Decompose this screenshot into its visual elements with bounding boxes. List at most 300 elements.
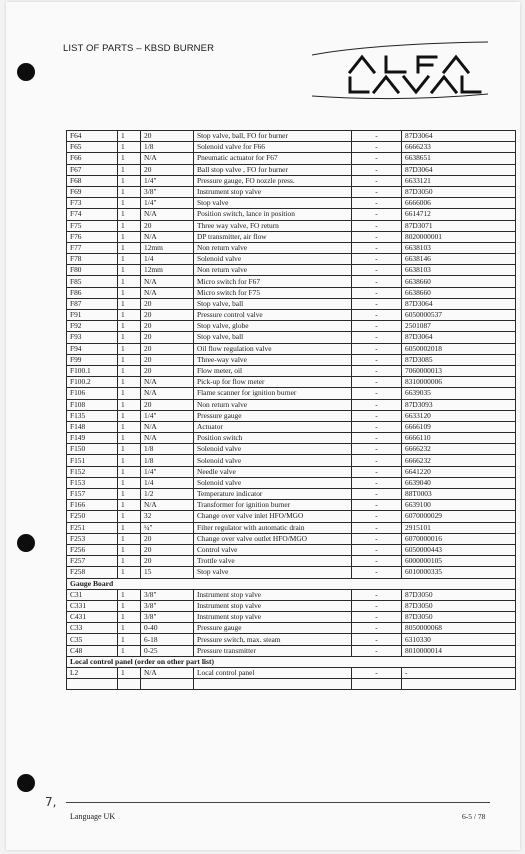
part-number-cell: 6010000335 bbox=[402, 567, 516, 578]
mark-cell: - bbox=[352, 175, 402, 186]
alfa-laval-logo bbox=[310, 40, 490, 108]
quantity-cell: 1 bbox=[118, 186, 141, 197]
size-cell: N/A bbox=[141, 209, 194, 220]
table-row bbox=[67, 354, 516, 365]
item-id-cell: F66 bbox=[67, 153, 118, 164]
item-id-cell: F92 bbox=[67, 321, 118, 332]
table-row bbox=[67, 298, 516, 309]
quantity-cell: 1 bbox=[118, 623, 141, 634]
quantity-cell: 1 bbox=[118, 377, 141, 388]
part-number-cell: 87D3050 bbox=[402, 186, 516, 197]
mark-cell: - bbox=[352, 511, 402, 522]
size-cell: ¼" bbox=[141, 522, 194, 533]
mark-cell: - bbox=[352, 455, 402, 466]
mark-cell: - bbox=[352, 433, 402, 444]
size-cell: 6-18 bbox=[141, 634, 194, 645]
description-cell: Pressure gauge bbox=[194, 623, 352, 634]
part-number-cell: 6641220 bbox=[402, 466, 516, 477]
description-cell: Instrument stop valve bbox=[194, 600, 352, 611]
table-row bbox=[67, 198, 516, 209]
quantity-cell: 1 bbox=[118, 332, 141, 343]
part-number-cell: 87D3064 bbox=[402, 298, 516, 309]
item-id-cell: F99 bbox=[67, 354, 118, 365]
table-row bbox=[67, 556, 516, 567]
size-cell: 20 bbox=[141, 298, 194, 309]
part-number-cell: 6638146 bbox=[402, 254, 516, 265]
description-cell: Stop valve, globe bbox=[194, 321, 352, 332]
quantity-cell: 1 bbox=[118, 209, 141, 220]
quantity-cell: 1 bbox=[118, 477, 141, 488]
part-number-cell: 6070000029 bbox=[402, 511, 516, 522]
part-number-cell: 6050000537 bbox=[402, 310, 516, 321]
item-id-cell: F86 bbox=[67, 287, 118, 298]
part-number-cell: 6638660 bbox=[402, 276, 516, 287]
footer-language: Language UK bbox=[70, 812, 116, 821]
size-cell: 1/8 bbox=[141, 455, 194, 466]
size-cell: N/A bbox=[141, 153, 194, 164]
description-cell: Stop valve, ball, FO for burner bbox=[194, 131, 352, 142]
item-id-cell: F85 bbox=[67, 276, 118, 287]
section-gauge-board-title: Gauge Board bbox=[67, 578, 516, 589]
table-row bbox=[67, 455, 516, 466]
description-cell: Solenoid valve for F66 bbox=[194, 142, 352, 153]
size-cell: 20 bbox=[141, 399, 194, 410]
quantity-cell: 1 bbox=[118, 410, 141, 421]
size-cell: 1/4" bbox=[141, 410, 194, 421]
mark-cell: - bbox=[352, 310, 402, 321]
description-cell: Micro switch for F67 bbox=[194, 276, 352, 287]
parts-table bbox=[66, 130, 516, 690]
table-row bbox=[67, 332, 516, 343]
quantity-cell: 1 bbox=[118, 287, 141, 298]
table-row bbox=[67, 310, 516, 321]
item-id-cell: F100.1 bbox=[67, 365, 118, 376]
part-number-cell: 6666006 bbox=[402, 198, 516, 209]
mark-cell: - bbox=[352, 399, 402, 410]
description-cell: Micro switch for F75 bbox=[194, 287, 352, 298]
table-row bbox=[67, 421, 516, 432]
table-row bbox=[67, 544, 516, 555]
quantity-cell: 1 bbox=[118, 600, 141, 611]
description-cell: Flame scanner for ignition burner bbox=[194, 388, 352, 399]
handwritten-mark: 7, bbox=[45, 795, 57, 809]
size-cell: N/A bbox=[141, 287, 194, 298]
table-row bbox=[67, 668, 516, 679]
part-number-cell: 6638651 bbox=[402, 153, 516, 164]
empty-cell bbox=[118, 679, 141, 690]
quantity-cell: 1 bbox=[118, 321, 141, 332]
description-cell: Filter regulator with automatic drain bbox=[194, 522, 352, 533]
description-cell: Stop valve bbox=[194, 198, 352, 209]
mark-cell: - bbox=[352, 298, 402, 309]
mark-cell: - bbox=[352, 231, 402, 242]
size-cell: 20 bbox=[141, 310, 194, 321]
table-row bbox=[67, 634, 516, 645]
part-number-cell: 87D3050 bbox=[402, 612, 516, 623]
quantity-cell: 1 bbox=[118, 198, 141, 209]
quantity-cell: 1 bbox=[118, 310, 141, 321]
description-cell: Stop valve, ball bbox=[194, 332, 352, 343]
mark-cell: - bbox=[352, 153, 402, 164]
item-id-cell: F73 bbox=[67, 198, 118, 209]
mark-cell: - bbox=[352, 142, 402, 153]
description-cell: Instrument stop valve bbox=[194, 186, 352, 197]
table-row bbox=[67, 142, 516, 153]
description-cell: Pick-up for flow meter bbox=[194, 377, 352, 388]
size-cell: N/A bbox=[141, 668, 194, 679]
description-cell: Stop valve bbox=[194, 567, 352, 578]
mark-cell: - bbox=[352, 209, 402, 220]
item-id-cell: F152 bbox=[67, 466, 118, 477]
table-row bbox=[67, 343, 516, 354]
description-cell: Ball stop valve , FO for burner bbox=[194, 164, 352, 175]
table-row bbox=[67, 276, 516, 287]
item-id-cell: C331 bbox=[67, 600, 118, 611]
binder-hole-top bbox=[17, 63, 35, 81]
description-cell: Needle valve bbox=[194, 466, 352, 477]
mark-cell: - bbox=[352, 332, 402, 343]
table-row bbox=[67, 612, 516, 623]
item-id-cell: F78 bbox=[67, 254, 118, 265]
part-number-cell: 87D3064 bbox=[402, 332, 516, 343]
item-id-cell: F94 bbox=[67, 343, 118, 354]
quantity-cell: 1 bbox=[118, 421, 141, 432]
quantity-cell: 1 bbox=[118, 455, 141, 466]
description-cell: Pressure gauge, FO nozzle press. bbox=[194, 175, 352, 186]
item-id-cell: F100.2 bbox=[67, 377, 118, 388]
item-id-cell: F157 bbox=[67, 489, 118, 500]
mark-cell: - bbox=[352, 365, 402, 376]
mark-cell: - bbox=[352, 466, 402, 477]
quantity-cell: 1 bbox=[118, 142, 141, 153]
size-cell: N/A bbox=[141, 276, 194, 287]
mark-cell: - bbox=[352, 354, 402, 365]
item-id-cell: C431 bbox=[67, 612, 118, 623]
description-cell: Three way valve, FO return bbox=[194, 220, 352, 231]
quantity-cell: 1 bbox=[118, 242, 141, 253]
empty-cell bbox=[141, 679, 194, 690]
item-id-cell: F69 bbox=[67, 186, 118, 197]
quantity-cell: 1 bbox=[118, 164, 141, 175]
description-cell: Change over valve outlet HFO/MGO bbox=[194, 533, 352, 544]
mark-cell: - bbox=[352, 377, 402, 388]
size-cell: 1/4" bbox=[141, 198, 194, 209]
quantity-cell: 1 bbox=[118, 466, 141, 477]
quantity-cell: 1 bbox=[118, 500, 141, 511]
item-id-cell: C35 bbox=[67, 634, 118, 645]
size-cell: 0-25 bbox=[141, 645, 194, 656]
item-id-cell: F108 bbox=[67, 399, 118, 410]
table-row bbox=[67, 466, 516, 477]
part-number-cell: 6666233 bbox=[402, 142, 516, 153]
description-cell: Flow meter, oil bbox=[194, 365, 352, 376]
quantity-cell: 1 bbox=[118, 365, 141, 376]
part-number-cell: 6666232 bbox=[402, 455, 516, 466]
table-row bbox=[67, 623, 516, 634]
size-cell: N/A bbox=[141, 377, 194, 388]
size-cell: 3/8" bbox=[141, 186, 194, 197]
item-id-cell: F77 bbox=[67, 242, 118, 253]
quantity-cell: 1 bbox=[118, 567, 141, 578]
mark-cell: - bbox=[352, 198, 402, 209]
description-cell: Position switch bbox=[194, 433, 352, 444]
mark-cell: - bbox=[352, 265, 402, 276]
part-number-cell: 7060000013 bbox=[402, 365, 516, 376]
size-cell: 20 bbox=[141, 131, 194, 142]
table-row bbox=[67, 186, 516, 197]
table-row bbox=[67, 220, 516, 231]
size-cell: 1/8 bbox=[141, 142, 194, 153]
footer-divider bbox=[66, 802, 490, 803]
quantity-cell: 1 bbox=[118, 231, 141, 242]
size-cell: 3/8" bbox=[141, 589, 194, 600]
mark-cell: - bbox=[352, 343, 402, 354]
size-cell: 1/8 bbox=[141, 444, 194, 455]
quantity-cell: 1 bbox=[118, 544, 141, 555]
part-number-cell: 6638103 bbox=[402, 242, 516, 253]
table-row bbox=[67, 131, 516, 142]
quantity-cell: 1 bbox=[118, 343, 141, 354]
table-row bbox=[67, 388, 516, 399]
size-cell: 1/4" bbox=[141, 466, 194, 477]
size-cell: 32 bbox=[141, 511, 194, 522]
quantity-cell: 1 bbox=[118, 556, 141, 567]
item-id-cell: F74 bbox=[67, 209, 118, 220]
description-cell: Solenoid valve bbox=[194, 455, 352, 466]
quantity-cell: 1 bbox=[118, 634, 141, 645]
section-gauge-board bbox=[67, 578, 516, 589]
size-cell: 20 bbox=[141, 321, 194, 332]
description-cell: Pressure transmitter bbox=[194, 645, 352, 656]
size-cell: 3/8" bbox=[141, 600, 194, 611]
mark-cell: - bbox=[352, 444, 402, 455]
empty-cell bbox=[402, 679, 516, 690]
table-row bbox=[67, 153, 516, 164]
table-row bbox=[67, 321, 516, 332]
description-cell: Instrument stop valve bbox=[194, 589, 352, 600]
description-cell: Position switch, lance in position bbox=[194, 209, 352, 220]
mark-cell: - bbox=[352, 321, 402, 332]
quantity-cell: 1 bbox=[118, 175, 141, 186]
size-cell: 15 bbox=[141, 567, 194, 578]
mark-cell: - bbox=[352, 254, 402, 265]
table-row bbox=[67, 533, 516, 544]
quantity-cell: 1 bbox=[118, 254, 141, 265]
mark-cell: - bbox=[352, 500, 402, 511]
size-cell: 1/4 bbox=[141, 477, 194, 488]
table-row bbox=[67, 489, 516, 500]
part-number-cell: - bbox=[402, 668, 516, 679]
item-id-cell: F149 bbox=[67, 433, 118, 444]
size-cell: 20 bbox=[141, 556, 194, 567]
quantity-cell: 1 bbox=[118, 220, 141, 231]
item-id-cell: C48 bbox=[67, 645, 118, 656]
part-number-cell: 6666109 bbox=[402, 421, 516, 432]
mark-cell: - bbox=[352, 276, 402, 287]
part-number-cell: 6638103 bbox=[402, 265, 516, 276]
part-number-cell: 6638660 bbox=[402, 287, 516, 298]
item-id-cell: F258 bbox=[67, 567, 118, 578]
part-number-cell: 6000000105 bbox=[402, 556, 516, 567]
part-number-cell: 8010000014 bbox=[402, 645, 516, 656]
part-number-cell: 6614712 bbox=[402, 209, 516, 220]
size-cell: 20 bbox=[141, 332, 194, 343]
description-cell: Instrument stop valve bbox=[194, 612, 352, 623]
part-number-cell: 6050002018 bbox=[402, 343, 516, 354]
mark-cell: - bbox=[352, 131, 402, 142]
mark-cell: - bbox=[352, 600, 402, 611]
size-cell: 1/2 bbox=[141, 489, 194, 500]
footer-page-number: 6-5 / 78 bbox=[462, 812, 486, 821]
quantity-cell: 1 bbox=[118, 298, 141, 309]
description-cell: Solenoid valve bbox=[194, 254, 352, 265]
mark-cell: - bbox=[352, 567, 402, 578]
description-cell: Pressure control valve bbox=[194, 310, 352, 321]
empty-cell bbox=[67, 679, 118, 690]
mark-cell: - bbox=[352, 477, 402, 488]
quantity-cell: 1 bbox=[118, 399, 141, 410]
mark-cell: - bbox=[352, 589, 402, 600]
size-cell: 12mm bbox=[141, 265, 194, 276]
table-row bbox=[67, 399, 516, 410]
mark-cell: - bbox=[352, 522, 402, 533]
quantity-cell: 1 bbox=[118, 444, 141, 455]
document-title: LIST OF PARTS – KBSD BURNER bbox=[63, 43, 215, 54]
size-cell: 20 bbox=[141, 533, 194, 544]
size-cell: N/A bbox=[141, 388, 194, 399]
item-id-cell: C33 bbox=[67, 623, 118, 634]
description-cell: Pneumatic actuator for F67 bbox=[194, 153, 352, 164]
item-id-cell: F253 bbox=[67, 533, 118, 544]
quantity-cell: 1 bbox=[118, 533, 141, 544]
size-cell: 0-40 bbox=[141, 623, 194, 634]
size-cell: 20 bbox=[141, 164, 194, 175]
table-row bbox=[67, 600, 516, 611]
mark-cell: - bbox=[352, 489, 402, 500]
table-row bbox=[67, 377, 516, 388]
part-number-cell: 6639035 bbox=[402, 388, 516, 399]
section-local-panel-title: Local control panel (order on other part list) bbox=[67, 656, 516, 667]
item-id-cell: F91 bbox=[67, 310, 118, 321]
size-cell: 3/8" bbox=[141, 612, 194, 623]
item-id-cell: F250 bbox=[67, 511, 118, 522]
part-number-cell: 88T0003 bbox=[402, 489, 516, 500]
mark-cell: - bbox=[352, 623, 402, 634]
quantity-cell: 1 bbox=[118, 589, 141, 600]
quantity-cell: 1 bbox=[118, 522, 141, 533]
mark-cell: - bbox=[352, 556, 402, 567]
empty-cell bbox=[352, 679, 402, 690]
part-number-cell: 87D3050 bbox=[402, 600, 516, 611]
part-number-cell: 2915101 bbox=[402, 522, 516, 533]
description-cell: Transformer for ignition burner bbox=[194, 500, 352, 511]
table-row bbox=[67, 433, 516, 444]
quantity-cell: 1 bbox=[118, 645, 141, 656]
mark-cell: - bbox=[352, 645, 402, 656]
quantity-cell: 1 bbox=[118, 131, 141, 142]
item-id-cell: F251 bbox=[67, 522, 118, 533]
quantity-cell: 1 bbox=[118, 354, 141, 365]
description-cell: Temperature indicator bbox=[194, 489, 352, 500]
description-cell: Pressure gauge bbox=[194, 410, 352, 421]
mark-cell: - bbox=[352, 220, 402, 231]
description-cell: Non return valve bbox=[194, 242, 352, 253]
quantity-cell: 1 bbox=[118, 265, 141, 276]
item-id-cell: F93 bbox=[67, 332, 118, 343]
mark-cell: - bbox=[352, 634, 402, 645]
table-row bbox=[67, 522, 516, 533]
table-row bbox=[67, 265, 516, 276]
item-id-cell: F166 bbox=[67, 500, 118, 511]
mark-cell: - bbox=[352, 186, 402, 197]
part-number-cell: 6639040 bbox=[402, 477, 516, 488]
empty-cell bbox=[194, 679, 352, 690]
quantity-cell: 1 bbox=[118, 153, 141, 164]
table-row bbox=[67, 209, 516, 220]
mark-cell: - bbox=[352, 612, 402, 623]
mark-cell: - bbox=[352, 287, 402, 298]
table-row bbox=[67, 365, 516, 376]
table-row bbox=[67, 242, 516, 253]
item-id-cell: F257 bbox=[67, 556, 118, 567]
description-cell: Actuator bbox=[194, 421, 352, 432]
description-cell: Local control panel bbox=[194, 668, 352, 679]
mark-cell: - bbox=[352, 668, 402, 679]
part-number-cell: 8020000001 bbox=[402, 231, 516, 242]
part-number-cell: 8050000068 bbox=[402, 623, 516, 634]
part-number-cell: 2501087 bbox=[402, 321, 516, 332]
quantity-cell: 1 bbox=[118, 511, 141, 522]
item-id-cell: F65 bbox=[67, 142, 118, 153]
description-cell: Oil flow regulation valve bbox=[194, 343, 352, 354]
description-cell: Solenoid valve bbox=[194, 444, 352, 455]
size-cell: N/A bbox=[141, 433, 194, 444]
table-row bbox=[67, 231, 516, 242]
size-cell: N/A bbox=[141, 231, 194, 242]
size-cell: N/A bbox=[141, 421, 194, 432]
item-id-cell: F256 bbox=[67, 544, 118, 555]
item-id-cell: F151 bbox=[67, 455, 118, 466]
quantity-cell: 1 bbox=[118, 489, 141, 500]
size-cell: 1/4 bbox=[141, 254, 194, 265]
quantity-cell: 1 bbox=[118, 433, 141, 444]
table-row bbox=[67, 589, 516, 600]
item-id-cell: F75 bbox=[67, 220, 118, 231]
mark-cell: - bbox=[352, 410, 402, 421]
table-row bbox=[67, 254, 516, 265]
quantity-cell: 1 bbox=[118, 388, 141, 399]
section-local-panel bbox=[67, 656, 516, 667]
description-cell: Stop valve, ball bbox=[194, 298, 352, 309]
mark-cell: - bbox=[352, 164, 402, 175]
size-cell: 20 bbox=[141, 354, 194, 365]
mark-cell: - bbox=[352, 388, 402, 399]
table-row bbox=[67, 567, 516, 578]
part-number-cell: 6639100 bbox=[402, 500, 516, 511]
item-id-cell: F64 bbox=[67, 131, 118, 142]
mark-cell: - bbox=[352, 242, 402, 253]
description-cell: Control valve bbox=[194, 544, 352, 555]
item-id-cell: F87 bbox=[67, 298, 118, 309]
part-number-cell: 6666232 bbox=[402, 444, 516, 455]
item-id-cell: L2 bbox=[67, 668, 118, 679]
part-number-cell: 87D3071 bbox=[402, 220, 516, 231]
size-cell: 20 bbox=[141, 365, 194, 376]
part-number-cell: 87D3093 bbox=[402, 399, 516, 410]
item-id-cell: F68 bbox=[67, 175, 118, 186]
part-number-cell: 6633120 bbox=[402, 410, 516, 421]
table-row bbox=[67, 287, 516, 298]
